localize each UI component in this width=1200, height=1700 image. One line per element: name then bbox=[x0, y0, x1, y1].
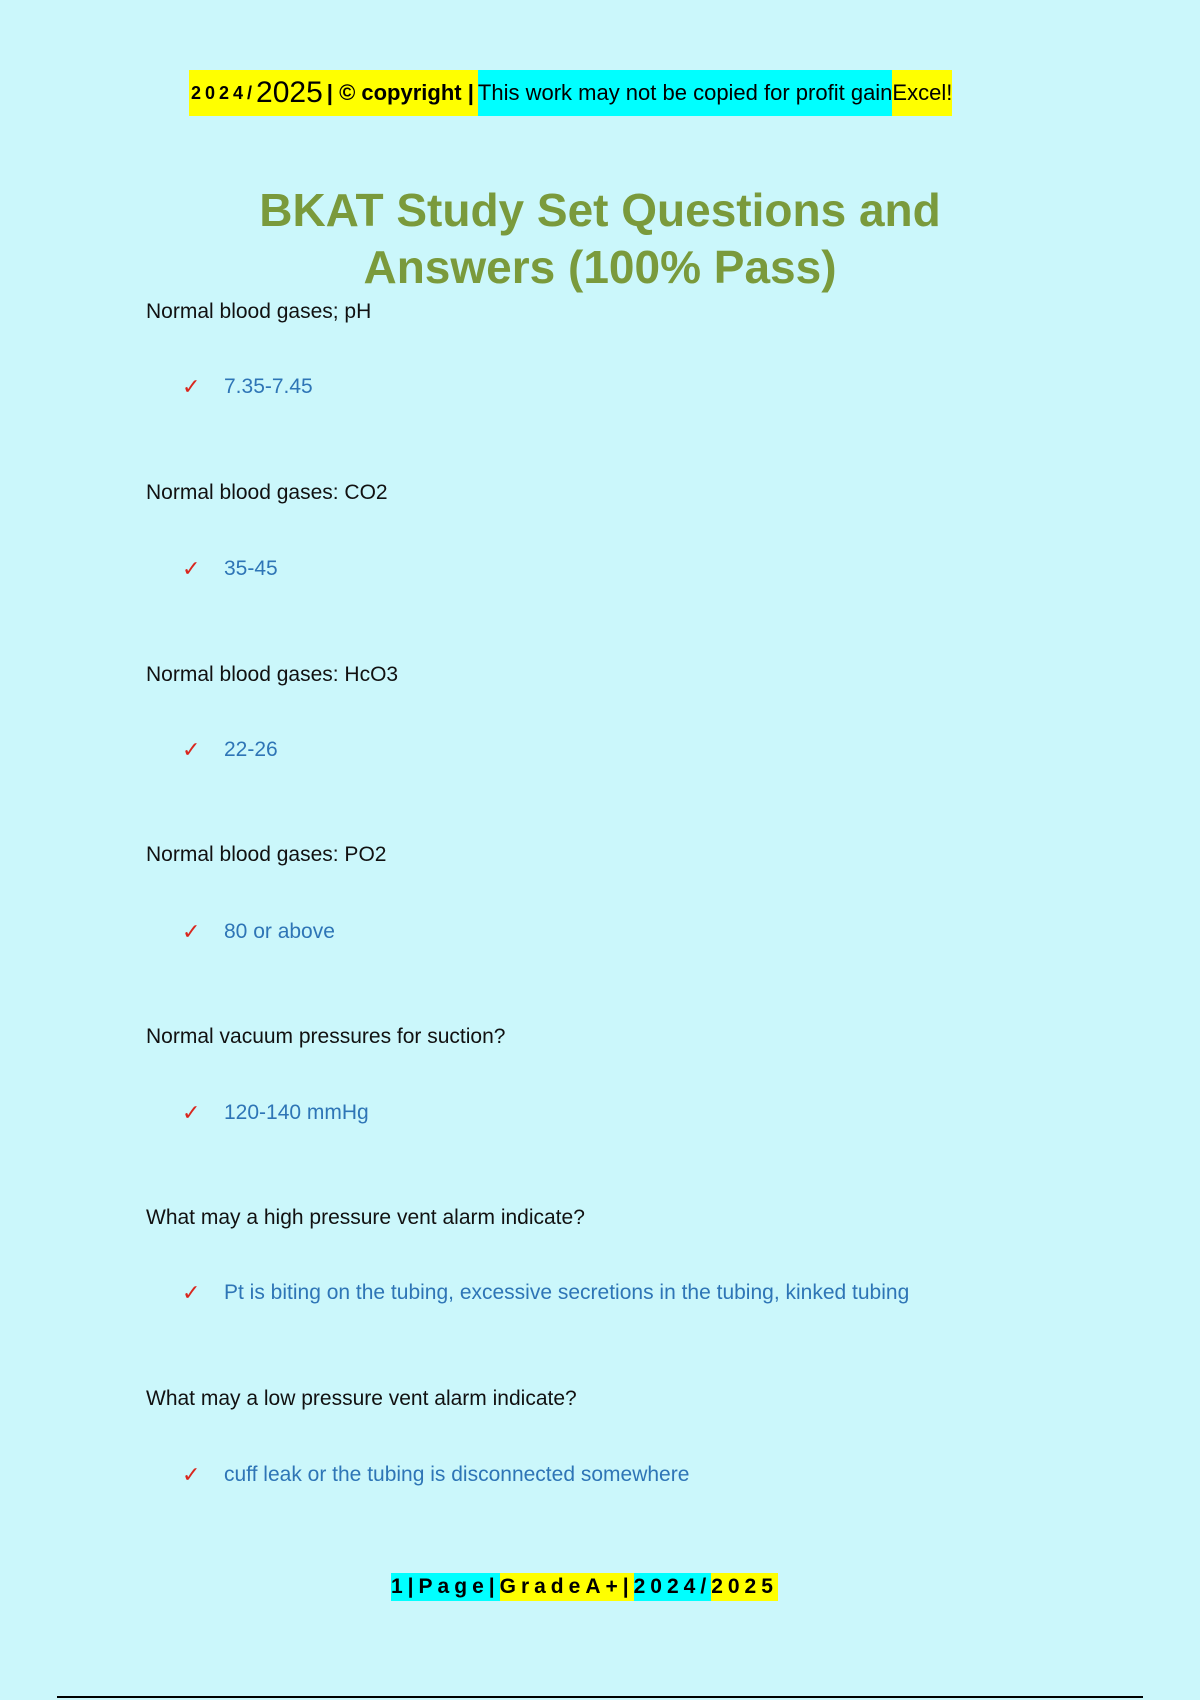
header-copyright: | © copyright | bbox=[323, 70, 478, 116]
footer-year-2: 2025 bbox=[711, 1573, 778, 1601]
footer-grade: GradeA+| bbox=[500, 1573, 634, 1601]
answer-item bbox=[182, 737, 278, 763]
title-line-2: Answers (100% Pass) bbox=[363, 241, 837, 293]
answer-item bbox=[182, 374, 313, 400]
question-text: What may a low pressure vent alarm indicate? bbox=[146, 1387, 577, 1410]
question-text: What may a high pressure vent alarm indicate? bbox=[146, 1206, 585, 1229]
page-title bbox=[0, 182, 1200, 296]
check-icon: ✓ bbox=[182, 1280, 201, 1305]
question-text: Normal blood gases; pH bbox=[146, 300, 372, 323]
header-notice: This work may not be copied for profit gain bbox=[478, 70, 893, 116]
answer-item bbox=[182, 1280, 909, 1306]
check-icon: ✓ bbox=[182, 1100, 201, 1125]
copyright-header bbox=[189, 70, 952, 116]
answer-item bbox=[182, 556, 278, 582]
header-year-large: 2025 bbox=[256, 70, 323, 116]
question-text: Normal blood gases: HcO3 bbox=[146, 663, 399, 686]
question-text: Normal blood gases: CO2 bbox=[146, 481, 388, 504]
bottom-divider bbox=[57, 1696, 1143, 1698]
question-text: Normal blood gases: PO2 bbox=[146, 843, 387, 866]
check-icon: ✓ bbox=[182, 556, 201, 581]
question-text: Normal vacuum pressures for suction? bbox=[146, 1025, 506, 1048]
answer-text: 22-26 bbox=[224, 738, 278, 761]
footer-year-1: 2024/ bbox=[634, 1573, 712, 1601]
answer-text: 7.35-7.45 bbox=[224, 375, 313, 398]
answer-text: cuff leak or the tubing is disconnected somewhere bbox=[224, 1463, 690, 1486]
title-line-1: BKAT Study Set Questions and bbox=[259, 184, 941, 236]
answer-item bbox=[182, 1100, 369, 1126]
header-year-small: 2024/ bbox=[189, 70, 256, 116]
answer-text: 80 or above bbox=[224, 920, 335, 943]
check-icon: ✓ bbox=[182, 374, 201, 399]
check-icon: ✓ bbox=[182, 1462, 201, 1487]
page-footer bbox=[391, 1573, 778, 1601]
answer-text: 120-140 mmHg bbox=[224, 1101, 369, 1124]
answer-item bbox=[182, 1462, 689, 1488]
answer-text: Pt is biting on the tubing, excessive secretions in the tubing, kinked tubing bbox=[224, 1281, 910, 1304]
answer-item bbox=[182, 919, 335, 945]
footer-page: 1|Page| bbox=[391, 1573, 500, 1601]
check-icon: ✓ bbox=[182, 919, 201, 944]
check-icon: ✓ bbox=[182, 737, 201, 762]
header-excel: Excel! bbox=[892, 70, 952, 116]
answer-text: 35-45 bbox=[224, 557, 278, 580]
